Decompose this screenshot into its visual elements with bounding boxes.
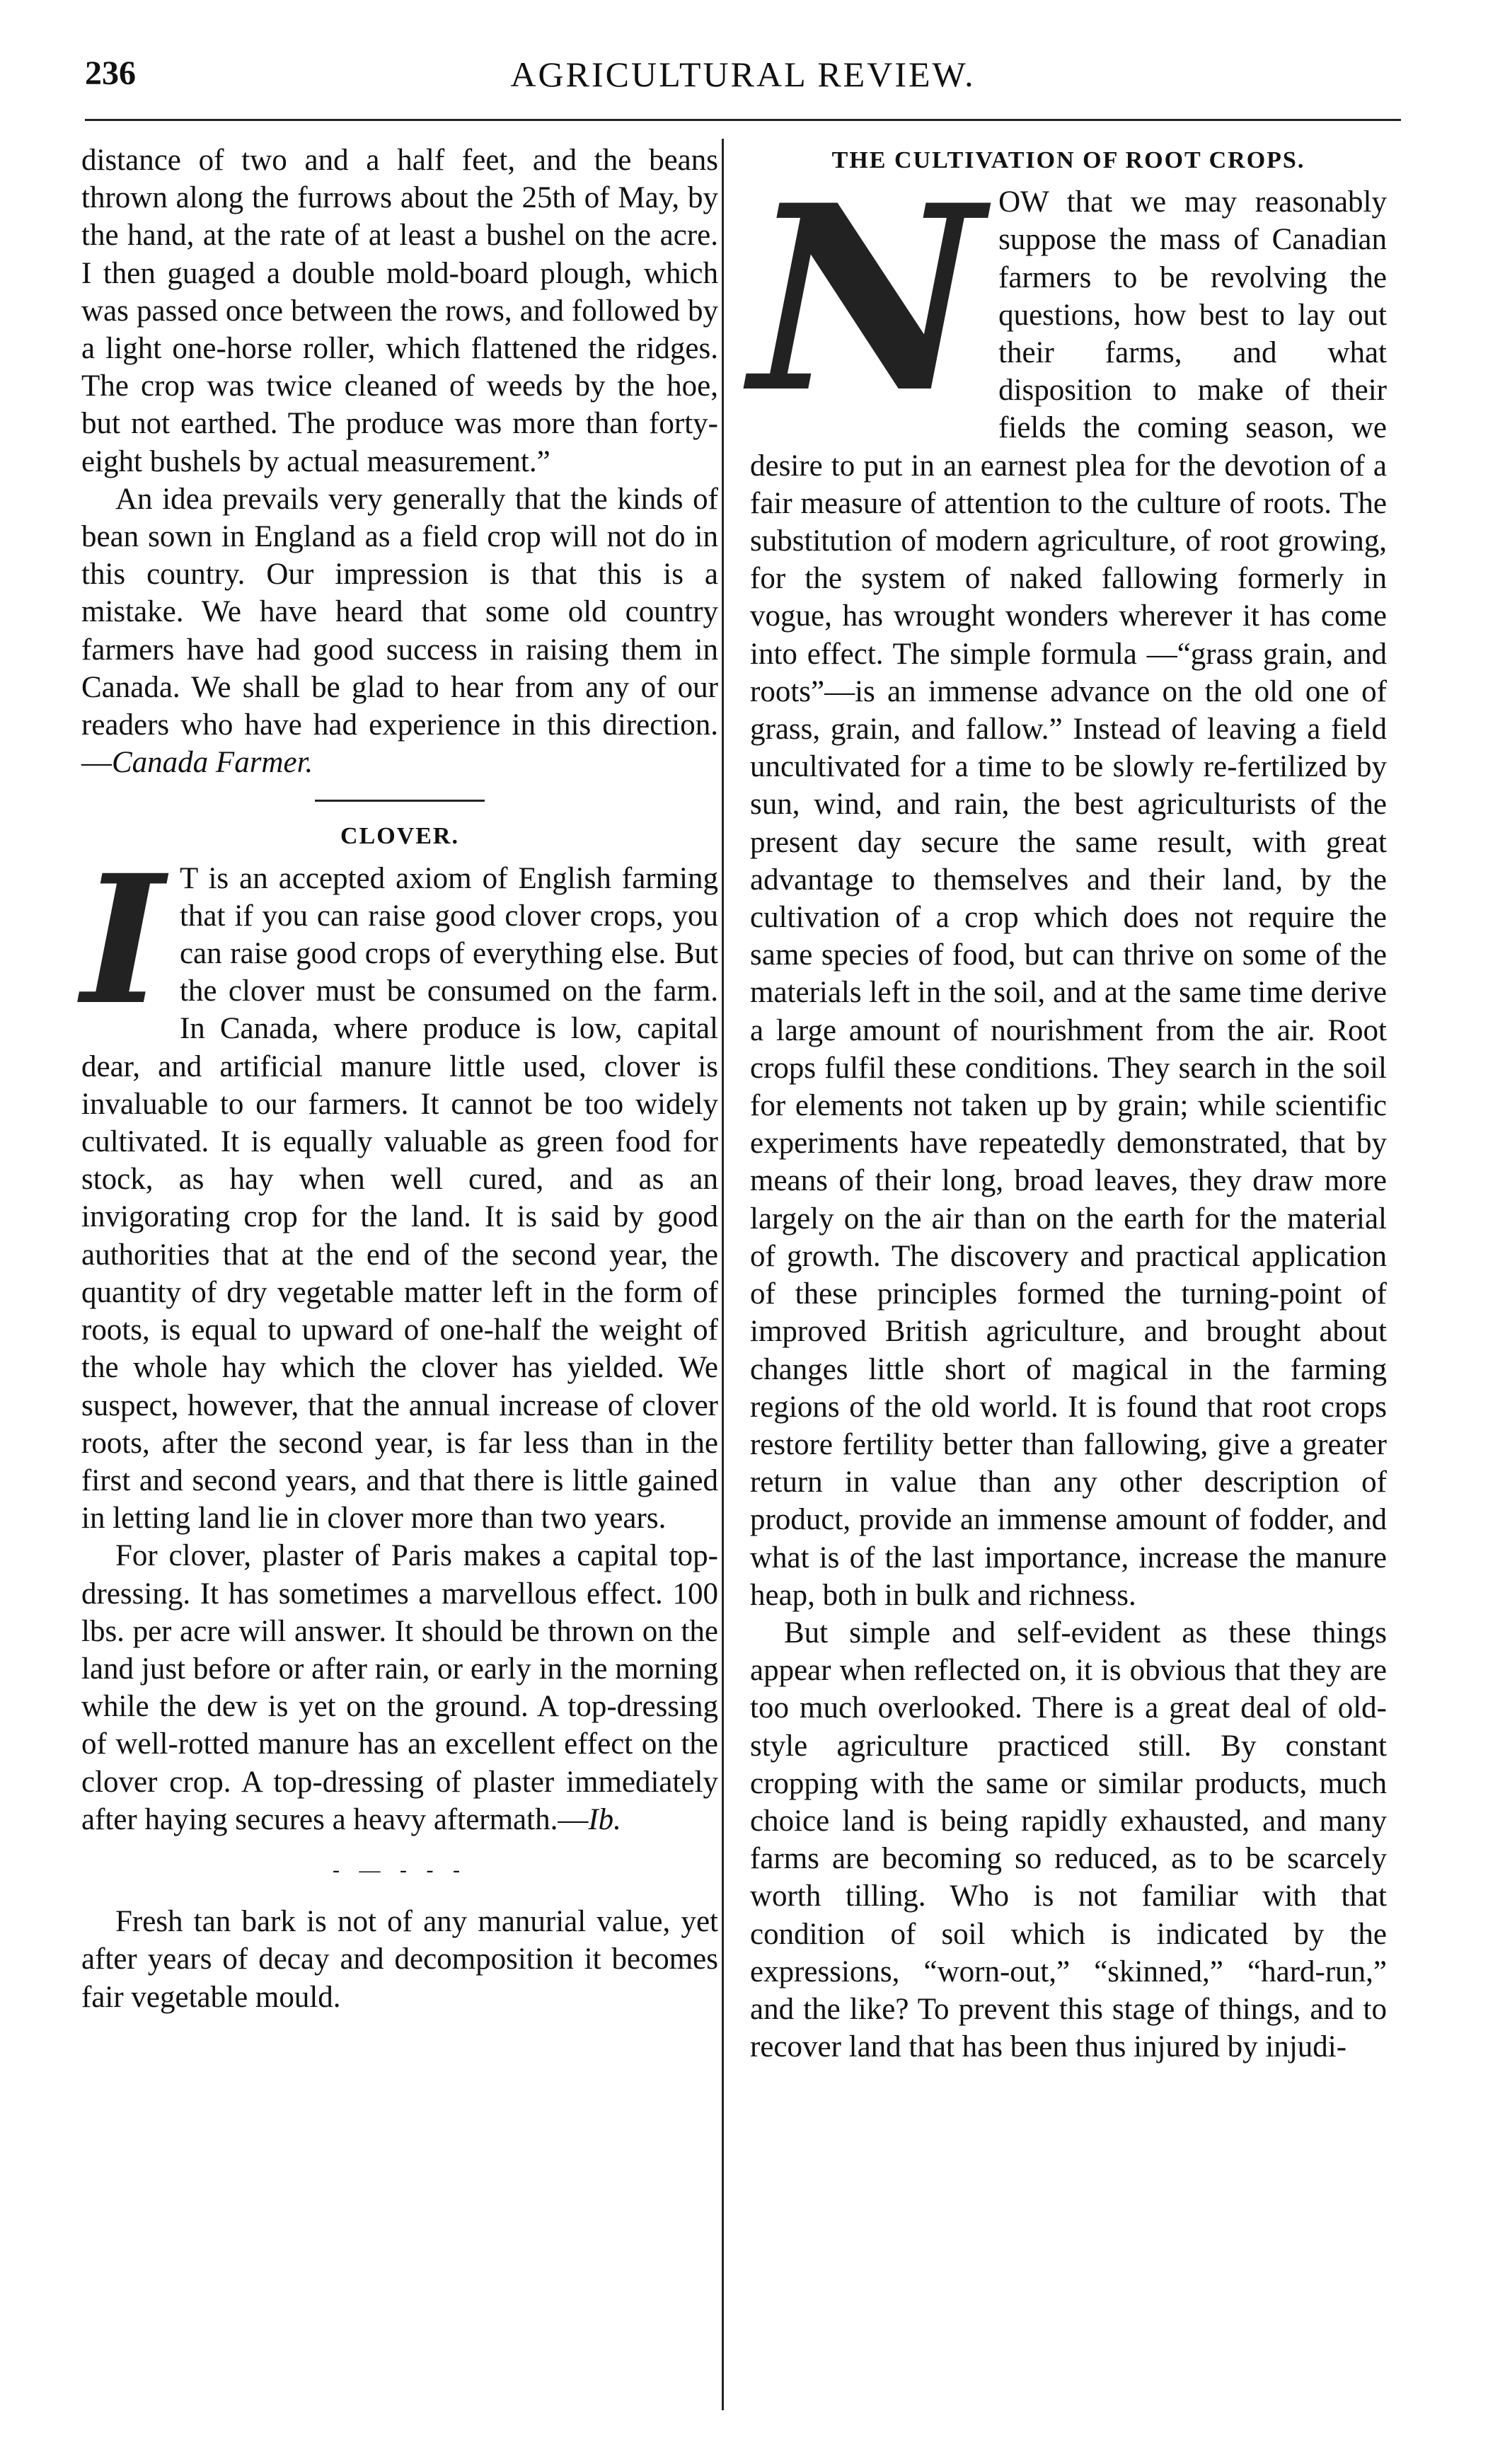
- clover-paragraph-1: [81, 835, 718, 1538]
- roots-heading: THE CULTIVATION OF ROOT CROPS.: [831, 147, 1305, 173]
- right-column: [750, 142, 1387, 2066]
- beans-continuation: distance of two and a half feet, and the beans thrown along the furrows about the 25th of May, by the hand, at the rate of at least a bushel on the acre. I then guaged a double mold-board plough, which was passed once between the rows, and followed by a light one-horse roller, which flattened the ridges. The crop was twice cleaned of weeds by the hoe, but not earthed. The produce was more than forty-eight bushels by actual measurement.”: [81, 144, 718, 478]
- beans-source: Canada Farmer.: [112, 746, 313, 780]
- clover-paragraph-1-text: T is an accepted axiom of English farming that if you can raise good clover crops, you can raise good crops of everything else. But the clover must be consumed on the farm. In Canada, where produce is low, capital dear, and artificial manure little used, clover is invaluable to our farmers. It cannot be too widely cultivated. It is equally valuable as green food for stock, as hay when well cured, and as an invigorating crop for the land. It is said by good authorities that at the end of the second year, the quantity of dry vegetable matter left in the form of roots, is equal to upward of one-half the weight of the whole hay which the clover has yielded. We suspect, however, that the annual increase of clover roots, after the second year, is far less than in the first and second years, and that there is little gained in letting land lie in clover more than two years.: [81, 861, 718, 1536]
- roots-paragraph-2: But simple and self-evident as these things appear when reflected on, it is obvious that they are too much overlooked. There is a great deal of old-style agriculture practiced still. By constant cropping with the same or similar products, much choice land is being rapidly exhausted, and many farms are becoming so reduced, as to be scarcely worth tilling. Who is not familiar with that condition of soil which is indicated by the expressions, “worn-out,” “skinned,” “hard-run,” and the like? To prevent this stage of things, and to recover land that has been thus injured by injudi-: [750, 1616, 1387, 2064]
- clover-source: Ib.: [588, 1802, 621, 1836]
- clover-heading: CLOVER.: [340, 823, 459, 850]
- beans-paragraph: [81, 480, 718, 782]
- page-number: 236: [85, 54, 136, 92]
- beans-paragraph-text: An idea prevails very generally that the kinds of bean sown in England as a field crop will not do in this country. Our impression is that this is a mistake. We have heard that some old country farmers have had good success in raising them in Canada. We shall be glad to hear from any of our readers who have had experience in this direction.—: [81, 482, 718, 780]
- clover-dropcap: I: [81, 835, 164, 1044]
- clover-paragraph-2: [81, 1537, 718, 1838]
- page-header: [85, 50, 1401, 113]
- running-title: AGRICULTURAL REVIEW.: [510, 54, 976, 94]
- dash-separator: - — - - -: [333, 1858, 467, 1882]
- roots-paragraph-1-text: OW that we may reasonably suppose the mass of Canadian farmers to be revolving the questions, how best to lay out their farms, and what disposition to make of their fields the coming season, we desire to put in an earnest plea for the devotion of a fair measure of attention to the culture of roots. The substitution of modern agriculture, of root growing, for the system of naked fallowing formerly in vogue, has wrought wonders wherever it has come into effect. The simple formula —“grass grain, and roots”—is an immense advance on the old one of grass, grain, and fallow.” Instead of leaving a field uncultivated for a time to be slowly re-fertilized by sun, wind, and rain, the best agriculturists of the present day secure the same result, with great advantage to themselves and their land, by the cultivation of a crop which does not require the same species of food, but can thrive on some of the materials left in the soil, and at the same time derive a large amount of nourishment from the air. Root crops fulfil these conditions. They search in the soil for elements not taken up by grain; while scientific experiments have repeatedly demonstrated, that by means of their long, broad leaves, they draw more largely on the air than on the earth for the material of growth. The discovery and practical application of these principles formed the turning-point of improved British agriculture, and brought about changes little short of magical in the farming regions of the old world. It is found that root crops restore fertility better than fallowing, give a greater return in value than any other description of product, provide an immense amount of fodder, and what is of the last importance, increase the manure heap, both in bulk and richness.: [750, 185, 1387, 1612]
- clover-paragraph-2-text: For clover, plaster of Paris makes a capital top-dressing. It has sometimes a marvellous effect. 100 lbs. per acre will answer. It should be thrown on the land just before or after rain, or early in the morning while the dew is yet on the ground. A top-dressing of well-rotted manure has an excellent effect on the clover crop. A top-dressing of plaster immediately after haying secures a heavy aftermath.—: [81, 1539, 718, 1836]
- section-rule: [315, 800, 485, 802]
- header-rule: [85, 119, 1401, 121]
- left-column: [81, 142, 718, 2016]
- column-divider: [722, 139, 724, 2410]
- roots-dropcap: N: [750, 149, 984, 449]
- tan-bark-paragraph: Fresh tan bark is not of any manurial value, yet after years of decay and decomposition it becomes fair vegetable mould.: [81, 1905, 718, 2014]
